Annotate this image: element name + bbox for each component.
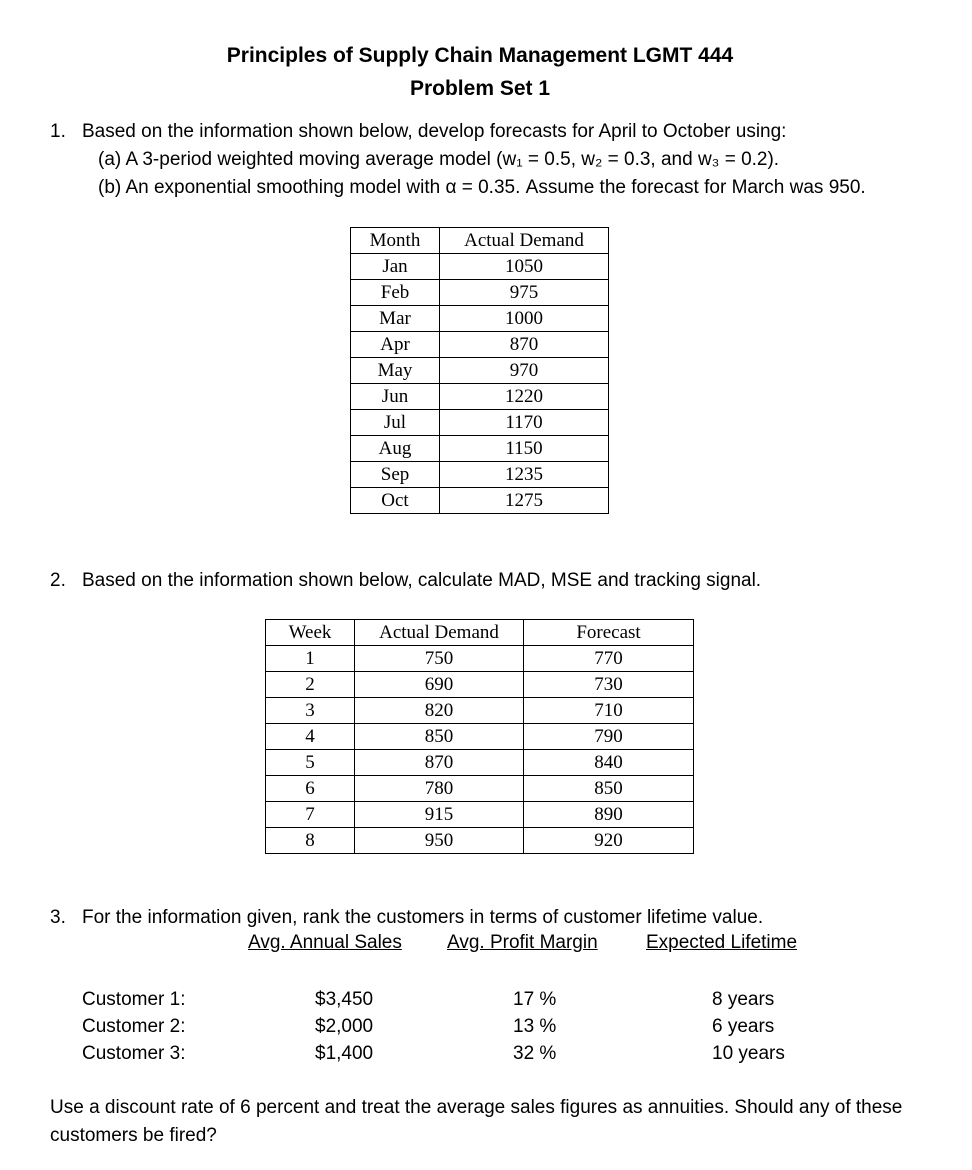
page-subtitle: Problem Set 1 (409, 77, 551, 100)
customer-2-lifetime: 6 years (712, 1016, 775, 1037)
demand-table-1 (350, 227, 609, 514)
demand-table-cell: 1235 (440, 462, 609, 488)
customer-1-lifetime: 8 years (712, 989, 775, 1010)
question-2 (50, 567, 761, 595)
demand-table-cell: Jan (351, 254, 440, 280)
demand-table-cell: 1150 (440, 436, 609, 462)
forecast-table-cell: 710 (524, 698, 694, 724)
forecast-table-2 (265, 619, 694, 854)
forecast-table-cell: 790 (524, 724, 694, 750)
table-row (266, 646, 694, 672)
forecast-table-cell: 915 (355, 802, 524, 828)
demand-table-header-row (351, 228, 609, 254)
demand-table-header-cell: Month (351, 228, 440, 254)
question-3 (50, 904, 763, 932)
forecast-table-cell: 870 (355, 750, 524, 776)
forecast-table-cell: 820 (355, 698, 524, 724)
demand-table-cell: May (351, 358, 440, 384)
forecast-table-header-cell: Forecast (524, 620, 694, 646)
question-1-text: Based on the information shown below, develop forecasts for April to October using: (82, 121, 787, 142)
demand-table-cell: 975 (440, 280, 609, 306)
customer-1-margin: 17 % (513, 989, 557, 1010)
header-avg-profit-margin: Avg. Profit Margin (447, 932, 598, 953)
forecast-table-cell: 850 (524, 776, 694, 802)
forecast-table-header-row (266, 620, 694, 646)
demand-table-cell: 870 (440, 332, 609, 358)
table-row (351, 280, 609, 306)
forecast-table-cell: 780 (355, 776, 524, 802)
question-3-number: 3. (50, 907, 66, 928)
demand-table-cell: Feb (351, 280, 440, 306)
customer-1-name: Customer 1: (82, 989, 186, 1010)
table-row (266, 724, 694, 750)
customer-2-name: Customer 2: (82, 1016, 186, 1037)
customer-2-sales: $2,000 (315, 1016, 374, 1037)
table-row (351, 358, 609, 384)
forecast-table-cell: 840 (524, 750, 694, 776)
forecast-table-cell: 6 (266, 776, 355, 802)
table-row (266, 672, 694, 698)
question-3-text: For the information given, rank the customers in terms of customer lifetime value. (82, 907, 764, 928)
forecast-table-header-cell: Actual Demand (355, 620, 524, 646)
forecast-table-cell: 920 (524, 828, 694, 854)
forecast-table-header-cell: Week (266, 620, 355, 646)
question-2-number: 2. (50, 570, 66, 591)
table-row (351, 436, 609, 462)
table-row (266, 802, 694, 828)
table-row (351, 410, 609, 436)
page-title: Principles of Supply Chain Management LGMT 444 (226, 44, 734, 67)
demand-table-cell: Sep (351, 462, 440, 488)
forecast-table-cell: 1 (266, 646, 355, 672)
customer-3-lifetime: 10 years (712, 1043, 785, 1064)
forecast-table-cell: 770 (524, 646, 694, 672)
table-row (266, 750, 694, 776)
demand-table-cell: 1000 (440, 306, 609, 332)
forecast-table-cell: 690 (355, 672, 524, 698)
header-expected-lifetime: Expected Lifetime (646, 932, 798, 953)
forecast-table-cell: 4 (266, 724, 355, 750)
header-avg-annual-sales: Avg. Annual Sales (248, 932, 402, 953)
customer-3-name: Customer 3: (82, 1043, 186, 1064)
forecast-table-cell: 850 (355, 724, 524, 750)
forecast-table-cell: 730 (524, 672, 694, 698)
demand-table-cell: Jul (351, 410, 440, 436)
table-row (351, 384, 609, 410)
question-2-text: Based on the information shown below, calculate MAD, MSE and tracking signal. (82, 570, 762, 591)
demand-table-cell: Jun (351, 384, 440, 410)
forecast-table-cell: 750 (355, 646, 524, 672)
question-1-part-b: (b) An exponential smoothing model with α = 0.35. Assume the forecast for March was 950. (98, 177, 866, 198)
forecast-table-cell: 8 (266, 828, 355, 854)
question-3-closing: Use a discount rate of 6 percent and treat the average sales figures as annuities. Should any of these customers be fired? (50, 1097, 903, 1146)
forecast-table-cell: 890 (524, 802, 694, 828)
customer-2-margin: 13 % (513, 1016, 557, 1037)
demand-table-cell: Mar (351, 306, 440, 332)
table-row (266, 776, 694, 802)
demand-table-cell: 1220 (440, 384, 609, 410)
forecast-table-cell: 7 (266, 802, 355, 828)
table-row (351, 488, 609, 514)
table-row (351, 462, 609, 488)
forecast-table-cell: 2 (266, 672, 355, 698)
demand-table-cell: 1170 (440, 410, 609, 436)
table-row (351, 332, 609, 358)
table-row (351, 254, 609, 280)
question-1 (50, 118, 786, 146)
demand-table-cell: Aug (351, 436, 440, 462)
question-1-part-a: (a) A 3-period weighted moving average model (w₁ = 0.5, w₂ = 0.3, and w₃ = 0.2). (98, 149, 780, 170)
demand-table-cell: Apr (351, 332, 440, 358)
customer-3-sales: $1,400 (315, 1043, 374, 1064)
table-row (351, 306, 609, 332)
demand-table-cell: Oct (351, 488, 440, 514)
demand-table-header-cell: Actual Demand (440, 228, 609, 254)
customer-1-sales: $3,450 (315, 989, 374, 1010)
demand-table-cell: 1050 (440, 254, 609, 280)
table-row (266, 828, 694, 854)
forecast-table-cell: 950 (355, 828, 524, 854)
forecast-table-cell: 5 (266, 750, 355, 776)
demand-table-cell: 1275 (440, 488, 609, 514)
customer-3-margin: 32 % (513, 1043, 557, 1064)
table-row (266, 698, 694, 724)
question-1-number: 1. (50, 121, 66, 142)
forecast-table-cell: 3 (266, 698, 355, 724)
demand-table-cell: 970 (440, 358, 609, 384)
